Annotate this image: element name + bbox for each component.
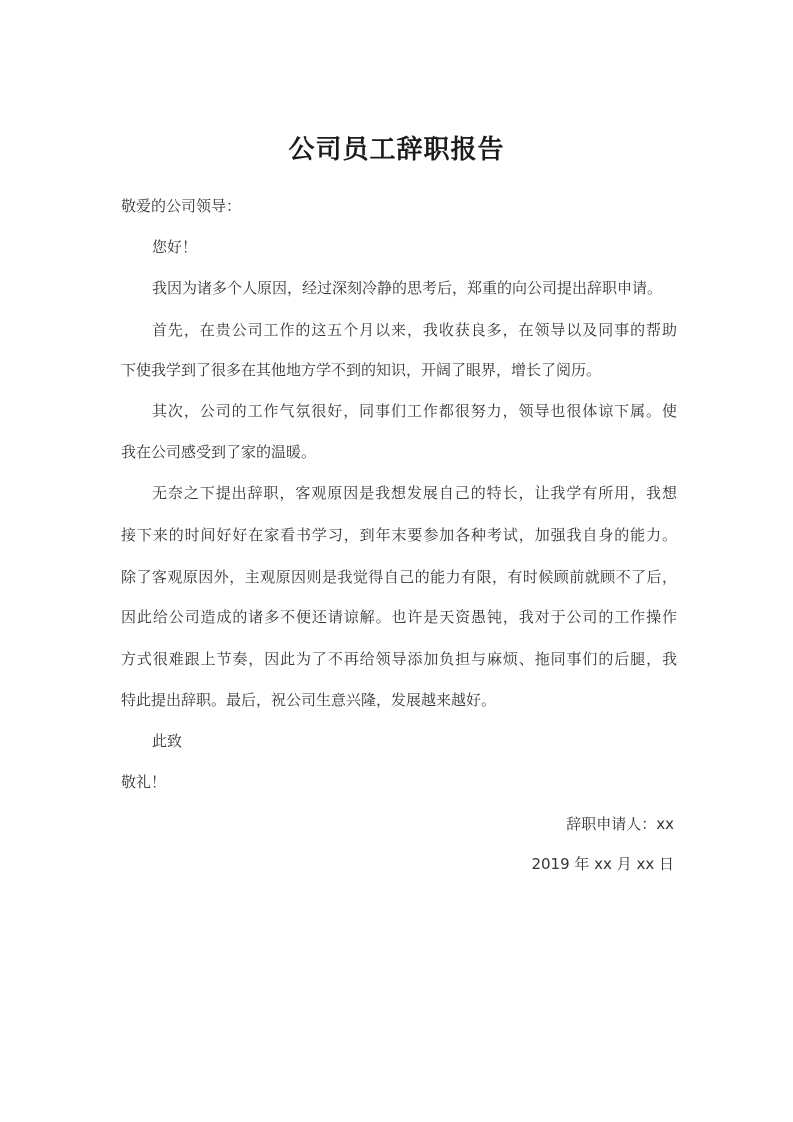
document-title: 公司员工辞职报告 <box>288 135 505 165</box>
paragraph-4-line-3: 除了客观原因外，主观原因则是我觉得自己的能力有限，有时候顾前就顾不了后， <box>121 568 677 586</box>
paragraph-4-line-1: 无奈之下提出辞职，客观原因是我想发展自己的特长，让我学有所用，我想 <box>152 484 677 502</box>
paragraph-2-line-2: 下使我学到了很多在其他地方学不到的知识，开阔了眼界，增长了阅历。 <box>121 361 602 379</box>
paragraph-1-line-1: 我因为诸多个人原因，经过深刻冷静的思考后，郑重的向公司提出辞职申请。 <box>152 279 663 297</box>
paragraph-2-line-1: 首先，在贵公司工作的这五个月以来，我收获良多，在领导以及同事的帮助 <box>152 321 677 339</box>
paragraph-4-line-5: 方式很难跟上节奏，因此为了不再给领导添加负担与麻烦、拖同事们的后腿，我 <box>121 650 677 668</box>
paragraph-4-line-6: 特此提出辞职。最后，祝公司生意兴隆，发展越来越好。 <box>121 691 497 709</box>
closing-line-2: 敬礼！ <box>121 773 167 791</box>
closing-line-1: 此致 <box>152 732 183 750</box>
paragraph-4-line-2: 接下来的时间好好在家看书学习，到年末要参加各种考试，加强我自身的能力。 <box>121 526 677 544</box>
paragraph-4-line-4: 因此给公司造成的诸多不便还请谅解。也许是天资愚钝，我对于公司的工作操作 <box>121 608 677 626</box>
greeting: 您好！ <box>152 238 198 256</box>
signature-date: 2019 年 xx 月 xx 日 <box>531 855 674 873</box>
signature: 辞职申请人：xx <box>566 815 674 833</box>
paragraph-3-line-1: 其次，公司的工作气氛很好，同事们工作都很努力，领导也很体谅下属。使 <box>152 402 677 420</box>
paragraph-3-line-2: 我在公司感受到了家的温暖。 <box>121 443 317 461</box>
salutation: 敬爱的公司领导： <box>121 197 242 215</box>
